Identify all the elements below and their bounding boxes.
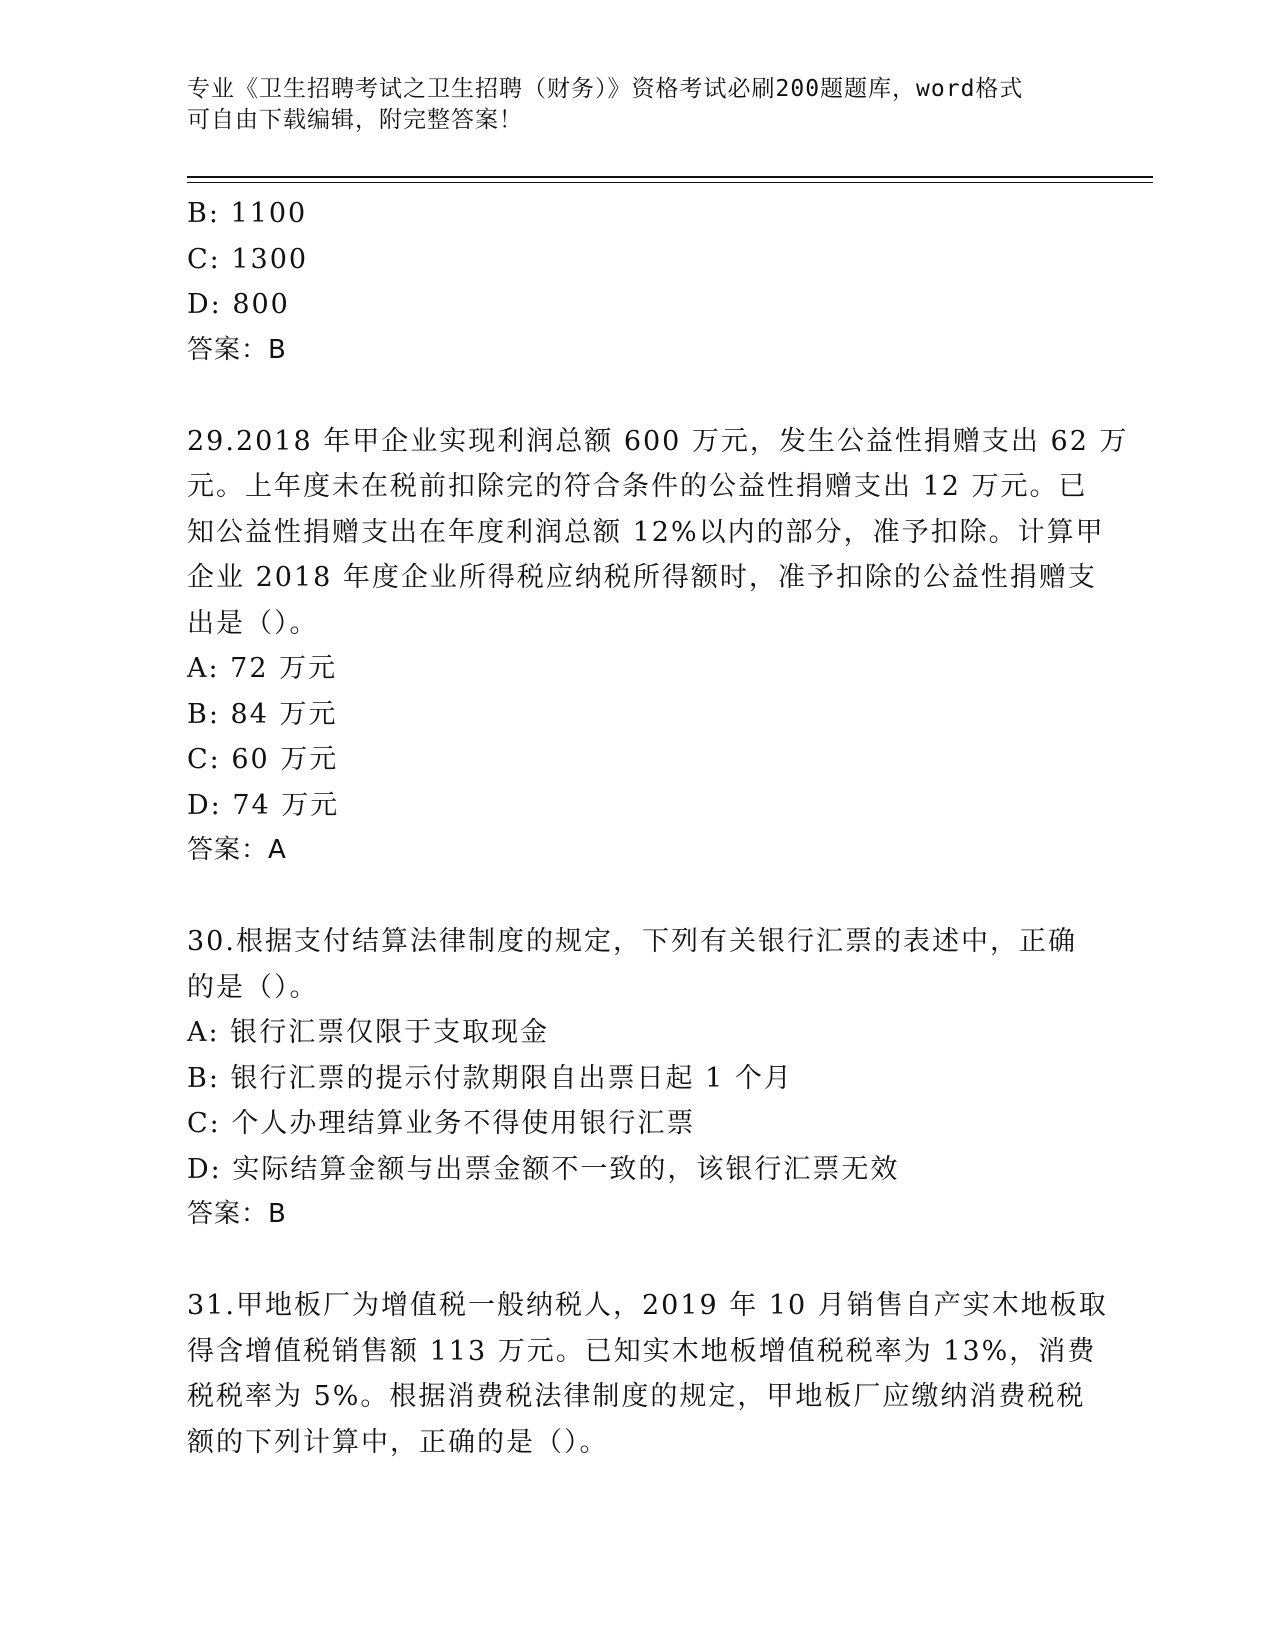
question-stem-line: 30.根据支付结算法律制度的规定，下列有关银行汇票的表述中，正确 bbox=[187, 926, 1077, 957]
option-c: C: 60 万元 bbox=[187, 744, 339, 775]
question-stem-line: 出是（）。 bbox=[187, 607, 319, 639]
prev-question bbox=[187, 191, 1087, 373]
answer-line: 答案：B bbox=[187, 334, 287, 365]
question-stem-line: 的是（）。 bbox=[187, 971, 319, 1003]
question-stem-line: 额的下列计算中，正确的是（）。 bbox=[187, 1426, 609, 1458]
header-line-1: 专业《卫生招聘考试之卫生招聘（财务）》资格考试必刷200题题库，word格式 bbox=[187, 76, 1024, 102]
question-stem-line: 得含增值税销售额 113 万元。已知实木地板增值税税率为 13%，消费 bbox=[187, 1335, 1097, 1367]
option-b: B: 银行汇票的提示付款期限自出票日起 1 个月 bbox=[187, 1062, 793, 1094]
option-c: C: 个人办理结算业务不得使用银行汇票 bbox=[187, 1108, 696, 1139]
document-header bbox=[187, 74, 1067, 136]
question-stem-line: 税税率为 5%。根据消费税法律制度的规定，甲地板厂应缴纳消费税税 bbox=[187, 1381, 1086, 1412]
option-a: A: 72 万元 bbox=[187, 653, 338, 684]
question-30 bbox=[187, 919, 1087, 1238]
question-31 bbox=[187, 1283, 1108, 1465]
answer-line: 答案：A bbox=[187, 835, 287, 865]
spacer bbox=[187, 1238, 1087, 1284]
option-c: C: 1300 bbox=[187, 243, 309, 275]
header-line-2: 可自由下载编辑，附完整答案！ bbox=[187, 107, 523, 133]
option-b: B: 84 万元 bbox=[187, 698, 338, 730]
option-d: D: 实际结算金额与出票金额不一致的，该银行汇票无效 bbox=[187, 1153, 900, 1185]
question-content bbox=[187, 191, 1129, 1465]
answer-line: 答案：B bbox=[187, 1199, 287, 1229]
question-stem-line: 29.2018 年甲企业实现利润总额 600 万元，发生公益性捐赠支出 62 万 bbox=[187, 425, 1129, 457]
option-d: D: 74 万元 bbox=[187, 789, 340, 821]
option-b: B: 1100 bbox=[187, 198, 308, 229]
question-stem-line: 企业 2018 年度企业所得税应纳税所得额时，准予扣除的公益性捐赠支 bbox=[187, 562, 1097, 593]
header-divider-thin bbox=[187, 182, 1153, 183]
question-stem-line: 知公益性捐赠支出在年度利润总额 12%以内的部分，准予扣除。计算甲 bbox=[187, 516, 1105, 548]
option-d: D: 800 bbox=[187, 289, 290, 320]
question-stem-line: 31.甲地板厂为增值税一般纳税人，2019 年 10 月销售自产实木地板取 bbox=[187, 1290, 1108, 1321]
header-divider-thick bbox=[187, 176, 1153, 178]
spacer bbox=[187, 874, 1087, 920]
spacer bbox=[187, 373, 1087, 419]
question-29 bbox=[187, 419, 1129, 874]
question-stem-line: 元。上年度未在税前扣除完的符合条件的公益性捐赠支出 12 万元。已 bbox=[187, 471, 1088, 502]
option-a: A: 银行汇票仅限于支取现金 bbox=[187, 1017, 550, 1048]
